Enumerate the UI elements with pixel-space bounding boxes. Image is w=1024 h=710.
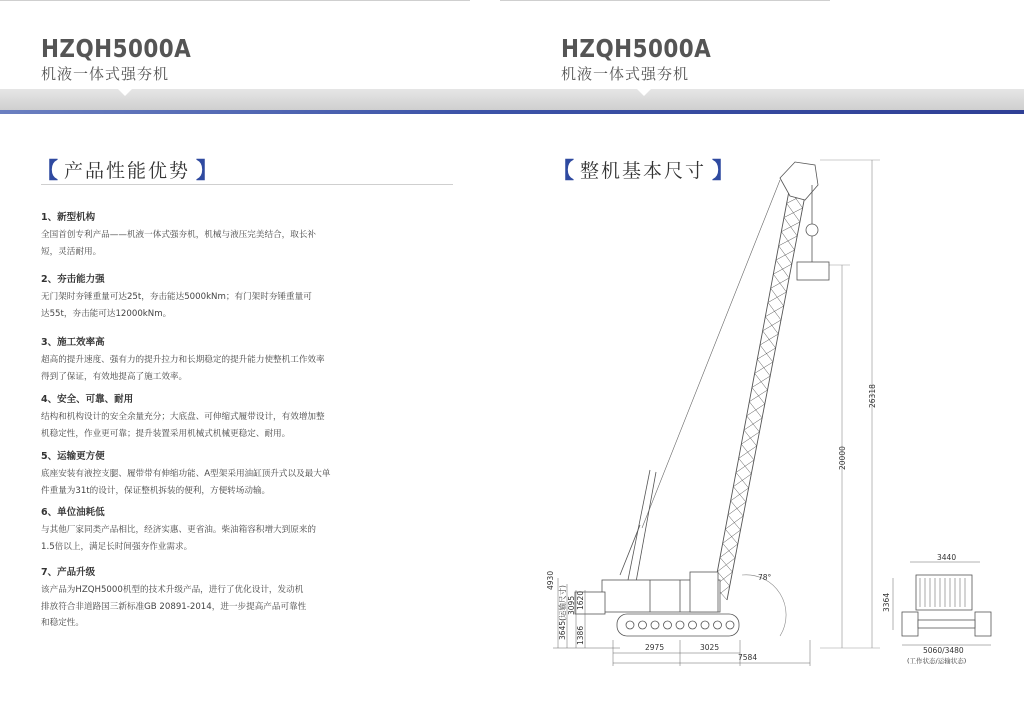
front-view-caption: (工作状态/运输状态): [907, 657, 967, 665]
bracket-open: 【: [552, 158, 575, 184]
feature-body-line: 结构和机构设计的安全余量充分；大底盘、可伸缩式履带设计，有效增加整: [41, 412, 325, 422]
dim-w1: 2975: [645, 643, 665, 652]
feature-body-line: 排放符合非道路国三新标准GB 20891-2014，进一步提高产品可靠性: [41, 601, 307, 612]
model-title-right: HZQH5000A: [561, 34, 712, 63]
dim-h2: 3645(运输尺寸): [558, 585, 567, 640]
product-subtitle-left: 机液一体式强夯机: [41, 65, 170, 83]
feature-title: 1、新型机构: [41, 212, 96, 223]
dim-front-width: 3440: [937, 553, 957, 562]
dim-w3: 7584: [738, 653, 758, 662]
bracket-open: 【: [36, 158, 59, 184]
section-title-dimensions: 整机基本尺寸: [580, 159, 707, 182]
feature-title: 3、施工效率高: [41, 337, 105, 348]
model-title-left: HZQH5000A: [41, 34, 192, 63]
feature-body-line: 得到了保证，有效地提高了施工效率。: [41, 371, 188, 382]
feature-title: 2、夯击能力强: [41, 274, 105, 285]
feature-body-line: 该产品为HZQH5000机型的技术升级产品，进行了优化设计，发动机: [41, 585, 304, 595]
feature-body-line: 全国首创专利产品——机液一体式强夯机，机械与液压完美结合，取长补: [41, 230, 317, 240]
crane-body: [575, 572, 720, 614]
dim-h5: 1386: [576, 625, 585, 645]
feature-body-line: 底座安装有液控支腿、履带带有伸缩功能、A型架采用油缸顶升式以及最大单: [41, 469, 331, 479]
feature-title: 5、运输更方便: [41, 451, 105, 462]
dim-boom-length: 20000: [838, 446, 847, 470]
feature-body-line: 与其他厂家同类产品相比，经济实惠、更省油。柴油箱容积增大到原来的: [41, 525, 317, 535]
feature-title: 7、产品升级: [41, 567, 96, 578]
feature-title: 4、安全、可靠、耐用: [41, 394, 134, 405]
dim-total-height: 26318: [868, 384, 877, 408]
feature-body-line: 达55t，夯击能可达12000kNm。: [41, 308, 172, 319]
dim-h4: 1620: [576, 590, 585, 610]
a-frame: [620, 470, 656, 582]
front-view: [893, 562, 991, 645]
feature-body-line: 超高的提升速度、强有力的提升拉力和长期稳定的提升能力使整机工作效率: [41, 355, 325, 365]
feature-body-line: 机稳定性，作业更可靠；提升装置采用机械式机械更稳定、耐用。: [41, 428, 291, 439]
dim-h1: 4930: [546, 570, 555, 590]
feature-body-line: 无门架时夯锤重量可达25t，夯击能达5000kNm；有门架时夯锤重量可: [41, 292, 312, 302]
feature-body-line: 件重量为31t的设计，保证整机拆装的便利，方便转场动输。: [41, 485, 271, 496]
product-subtitle-right: 机液一体式强夯机: [561, 65, 690, 83]
feature-body-line: 1.5倍以上，满足长时间强夯作业需求。: [41, 541, 193, 552]
dim-angle: 78°: [758, 573, 772, 582]
bracket-close: 】: [196, 158, 219, 184]
dim-h3: 3095: [567, 595, 576, 615]
boom-head: [780, 162, 829, 280]
crawler-track: [617, 614, 739, 636]
feature-title: 6、单位油耗低: [41, 507, 105, 518]
crane-boom: [712, 175, 808, 600]
bracket-close: 】: [712, 158, 735, 184]
dim-front-base: 5060/3480: [923, 646, 964, 655]
dim-w2: 3025: [700, 643, 720, 652]
feature-body-line: 短，灵活耐用。: [41, 246, 102, 257]
section-title-performance: 产品性能优势: [64, 159, 191, 182]
dim-front-height: 3364: [882, 592, 891, 612]
feature-body-line: 和稳定性。: [41, 618, 84, 628]
